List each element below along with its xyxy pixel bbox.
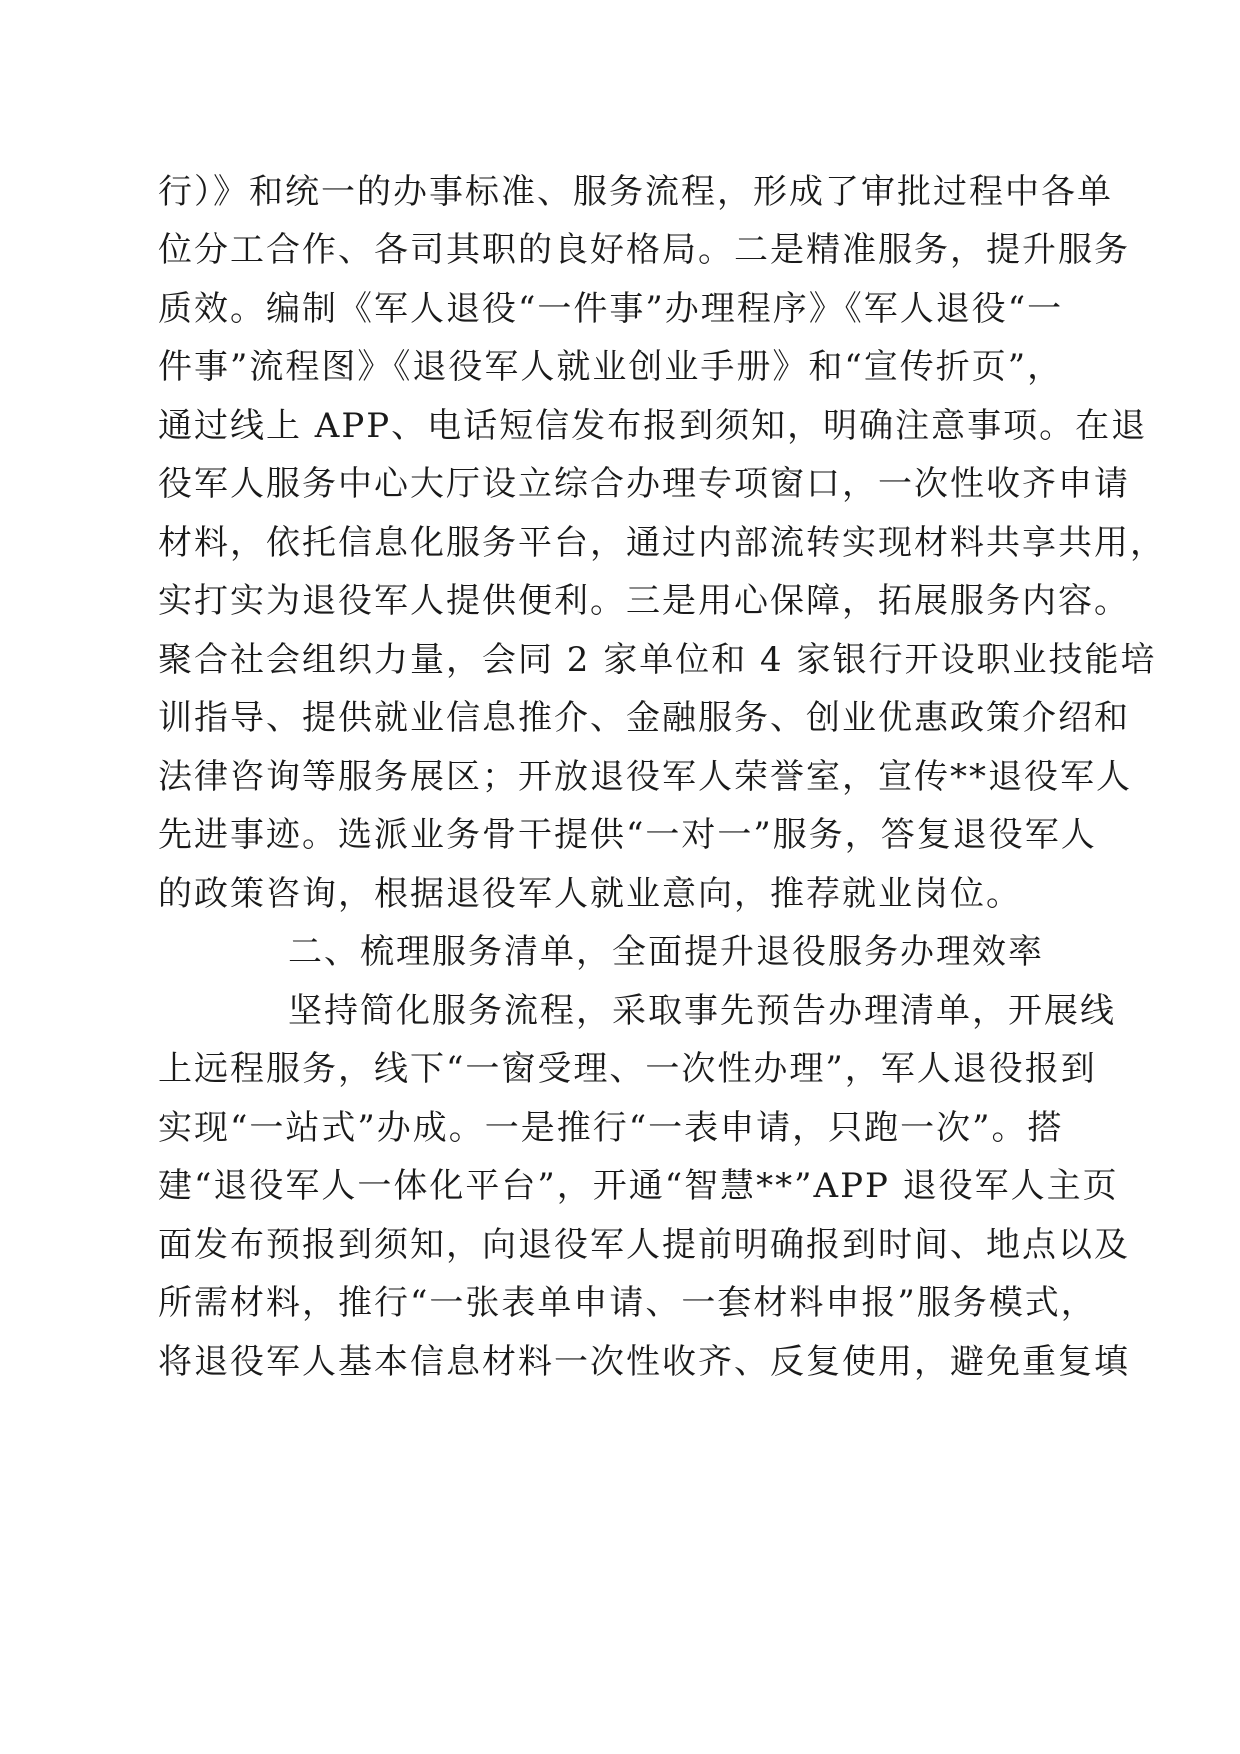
text-line: 所需材料，推行“一张表单申请、一套材料申报”服务模式， <box>158 1283 1097 1323</box>
text-line: 的政策咨询，根据退役军人就业意向，推荐就业岗位。 <box>158 874 1022 914</box>
text-line: 位分工合作、各司其职的良好格局。二是精准服务，提升服务 <box>158 230 1130 270</box>
text-line: 质效。编制《军人退役“一件事”办理程序》《军人退役“一 <box>158 289 1064 329</box>
text-line: 面发布预报到须知，向退役军人提前明确报到时间、地点以及 <box>158 1225 1130 1265</box>
text-line: 实现“一站式”办成。一是推行“一表申请，只跑一次”。搭 <box>158 1108 1064 1148</box>
text-line: 材料，依托信息化服务平台，通过内部流转实现材料共享共用， <box>158 523 1166 563</box>
text-line: 将退役军人基本信息材料一次性收齐、反复使用，避免重复填 <box>158 1342 1130 1382</box>
text-line: 训指导、提供就业信息推介、金融服务、创业优惠政策介绍和 <box>158 698 1130 738</box>
text-line: 件事”流程图》《退役军人就业创业手册》和“宣传折页”， <box>158 347 1064 387</box>
text-line: 先进事迹。选派业务骨干提供“一对一”服务，答复退役军人 <box>158 815 1097 855</box>
text-line: 建“退役军人一体化平台”，开通“智慧**”APP 退役军人主页 <box>158 1166 1119 1206</box>
text-line: 聚合社会组织力量，会同 2 家单位和 4 家银行开设职业技能培 <box>158 640 1157 680</box>
section-heading: 二、梳理服务清单，全面提升退役服务办理效率 <box>288 932 1044 972</box>
text-line: 法律咨询等服务展区；开放退役军人荣誉室，宣传**退役军人 <box>158 757 1132 797</box>
text-line: 上远程服务，线下“一窗受理、一次性办理”，军人退役报到 <box>158 1049 1097 1089</box>
text-line: 通过线上 APP、电话短信发布报到须知，明确注意事项。在退 <box>158 406 1148 446</box>
text-line: 行）》和统一的办事标准、服务流程，形成了审批过程中各单 <box>158 172 1113 212</box>
text-line: 役军人服务中心大厅设立综合办理专项窗口，一次性收齐申请 <box>158 464 1130 504</box>
text-line: 实打实为退役军人提供便利。三是用心保障，拓展服务内容。 <box>158 581 1130 621</box>
paragraph-first-line: 坚持简化服务流程，采取事先预告办理清单，开展线 <box>288 991 1116 1031</box>
